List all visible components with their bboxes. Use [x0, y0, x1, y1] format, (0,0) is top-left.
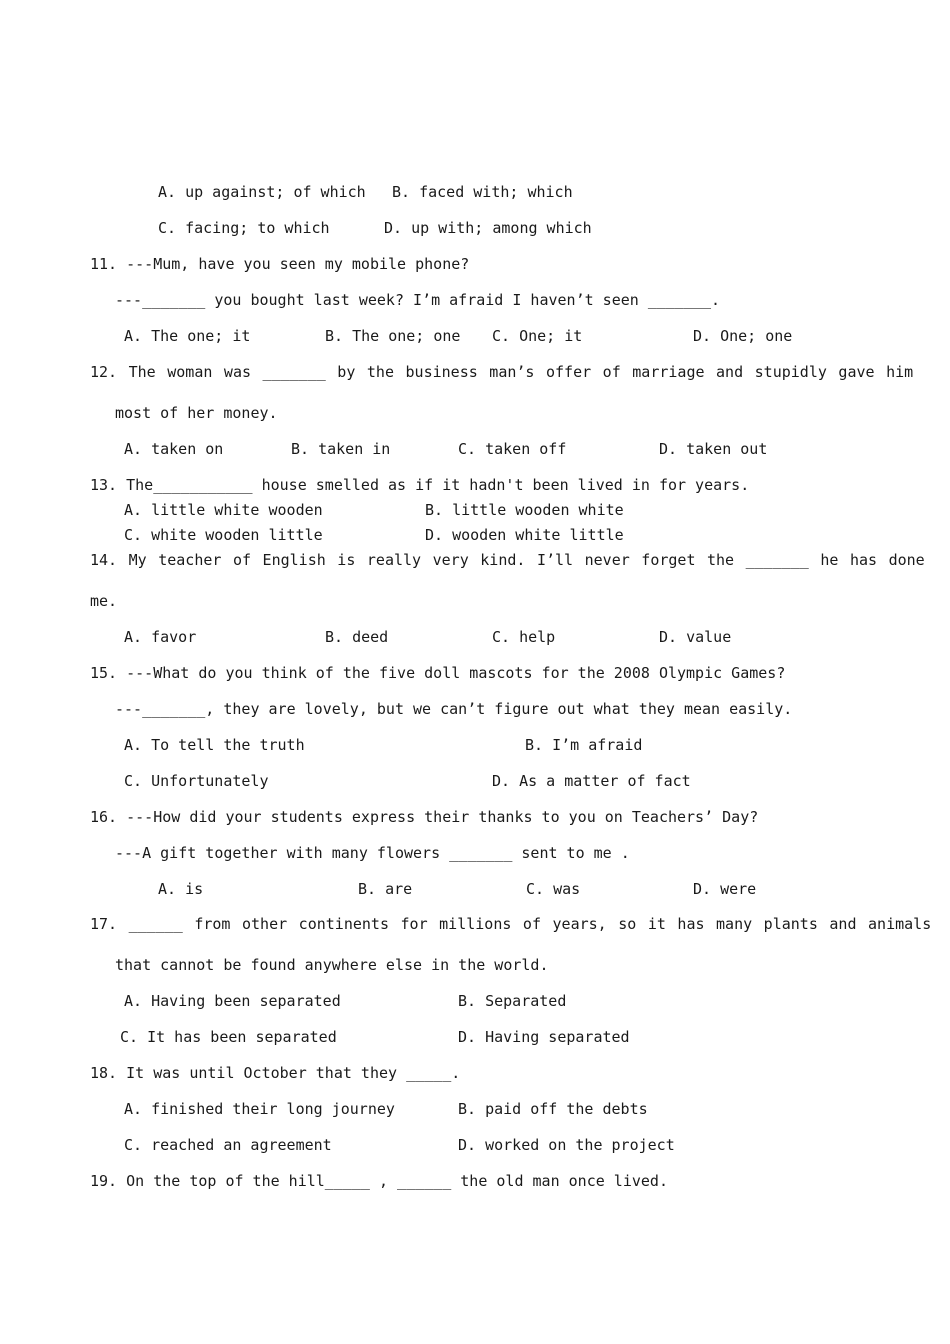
q18-option-d: D. worked on the project — [458, 1136, 675, 1154]
q12-line2: most of her money. — [115, 404, 278, 422]
q13-option-b: B. little wooden white — [425, 501, 624, 519]
q11-stem: 11. ---Mum, have you seen my mobile phone? — [90, 255, 470, 273]
q18-option-c: C. reached an agreement — [124, 1136, 332, 1154]
q14-option-d: D. value — [659, 628, 732, 646]
q19-stem: 19. On the top of the hill_____ , ______ the old man once lived. — [90, 1172, 668, 1190]
q15-option-d: D. As a matter of fact — [492, 772, 691, 790]
q12-option-d: D. taken out — [659, 440, 768, 458]
q14-stem: 14. My teacher of English is really very kind. I’ll never forget the _______ he has done — [90, 551, 925, 569]
q11-option-c: C. One; it — [492, 327, 583, 345]
q12-stem: 12. The woman was _______ by the business man’s offer of marriage and stupidly gave him — [90, 363, 914, 381]
q16-option-c: C. was — [526, 880, 581, 898]
q13-stem: 13. The___________ house smelled as if it hadn't been lived in for years. — [90, 476, 750, 494]
q18-option-a: A. finished their long journey — [124, 1100, 395, 1118]
q12-option-c: C. taken off — [458, 440, 567, 458]
q17-line2: that cannot be found anywhere else in the world. — [115, 956, 549, 974]
q11-line2: ---_______ you bought last week? I’m afraid I haven’t seen _______. — [115, 291, 721, 309]
q16-option-b: B. are — [358, 880, 413, 898]
q15-option-c: C. Unfortunately — [124, 772, 269, 790]
q13-option-c: C. white wooden little — [124, 526, 323, 544]
q10-option-c: C. facing; to which — [158, 219, 330, 237]
q18-option-b: B. paid off the debts — [458, 1100, 648, 1118]
q11-option-d: D. One; one — [693, 327, 793, 345]
q10-option-b: B. faced with; which — [392, 183, 573, 201]
q10-option-d: D. up with; among which — [384, 219, 592, 237]
q16-option-d: D. were — [693, 880, 757, 898]
q16-line2: ---A gift together with many flowers _______ sent to me . — [115, 844, 630, 862]
q11-option-b: B. The one; one — [325, 327, 461, 345]
q14-option-c: C. help — [492, 628, 556, 646]
q13-option-d: D. wooden white little — [425, 526, 624, 544]
q15-option-a: A. To tell the truth — [124, 736, 305, 754]
q15-stem: 15. ---What do you think of the five doll mascots for the 2008 Olympic Games? — [90, 664, 786, 682]
q17-option-d: D. Having separated — [458, 1028, 630, 1046]
q12-option-b: B. taken in — [291, 440, 391, 458]
q17-option-c: C. It has been separated — [120, 1028, 337, 1046]
q11-option-a: A. The one; it — [124, 327, 251, 345]
q14-option-a: A. favor — [124, 628, 197, 646]
q12-option-a: A. taken on — [124, 440, 224, 458]
q17-stem: 17. ______ from other continents for millions of years, so it has many plants and animals — [90, 915, 932, 933]
q10-option-a: A. up against; of which — [158, 183, 366, 201]
q17-option-b: B. Separated — [458, 992, 567, 1010]
q14-option-b: B. deed — [325, 628, 389, 646]
q13-option-a: A. little white wooden — [124, 501, 323, 519]
q16-option-a: A. is — [158, 880, 204, 898]
q14-line2: me. — [90, 592, 118, 610]
q18-stem: 18. It was until October that they _____. — [90, 1064, 461, 1082]
q17-option-a: A. Having been separated — [124, 992, 341, 1010]
q15-line2: ---_______, they are lovely, but we can’t figure out what they mean easily. — [115, 700, 793, 718]
q16-stem: 16. ---How did your students express their thanks to you on Teachers’ Day? — [90, 808, 759, 826]
q15-option-b: B. I’m afraid — [525, 736, 643, 754]
